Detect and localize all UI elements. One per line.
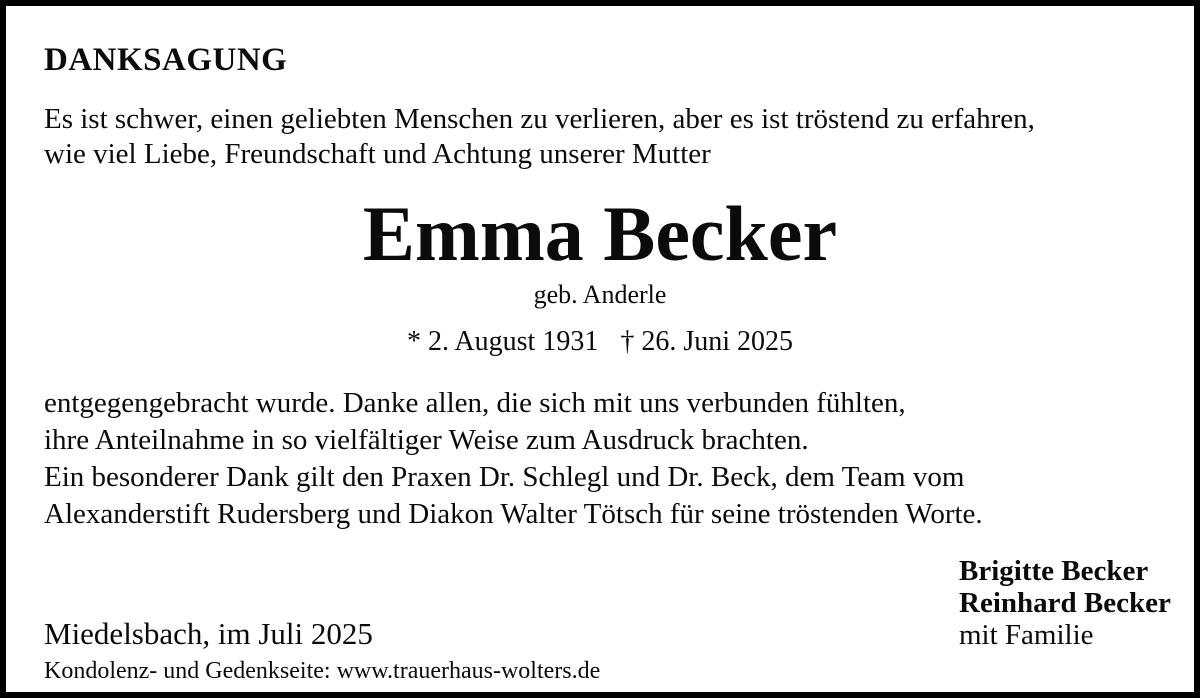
mourner-name: Reinhard Becker — [959, 587, 1171, 619]
mourners-suffix: mit Familie — [959, 619, 1094, 651]
condolence-label: Kondolenz- und Gedenkseite: — [44, 658, 337, 684]
death-date: † 26. Juni 2025 — [620, 326, 794, 357]
thanks-line: Alexanderstift Rudersberg und Diakon Walter Tötsch für seine tröstenden Worte. — [44, 498, 983, 530]
birth-date: * 2. August 1931 — [406, 326, 599, 357]
intro-paragraph — [44, 102, 1035, 172]
intro-line: wie viel Liebe, Freundschaft und Achtung unserer Mutter — [44, 138, 711, 170]
maiden-name: geb. Anderle — [533, 280, 667, 309]
condolence-url: www.trauerhaus-wolters.de — [336, 658, 601, 684]
thanks-paragraph — [44, 385, 983, 533]
intro-line: Es ist schwer, einen geliebten Menschen zu verlieren, aber es ist tröstend zu erfahren, — [44, 103, 1035, 135]
notice-type-heading: DANKSAGUNG — [44, 42, 288, 78]
life-dates — [6, 326, 1194, 358]
mourner-names — [959, 555, 1171, 619]
place-date: Miedelsbach, im Juli 2025 — [44, 616, 373, 651]
thanks-line: ihre Anteilnahme in so vielfältiger Weise zum Ausdruck brachten. — [44, 424, 809, 456]
condolence-line — [44, 658, 600, 685]
thanks-line: Ein besonderer Dank gilt den Praxen Dr. Schlegl und Dr. Beck, dem Team vom — [44, 461, 965, 493]
mourner-name: Brigitte Becker — [959, 555, 1149, 587]
thanks-line: entgegengebracht wurde. Danke allen, die sich mit uns verbunden fühlten, — [44, 387, 906, 419]
mourners-block — [959, 555, 1171, 651]
deceased-name: Emma Becker — [362, 190, 838, 277]
